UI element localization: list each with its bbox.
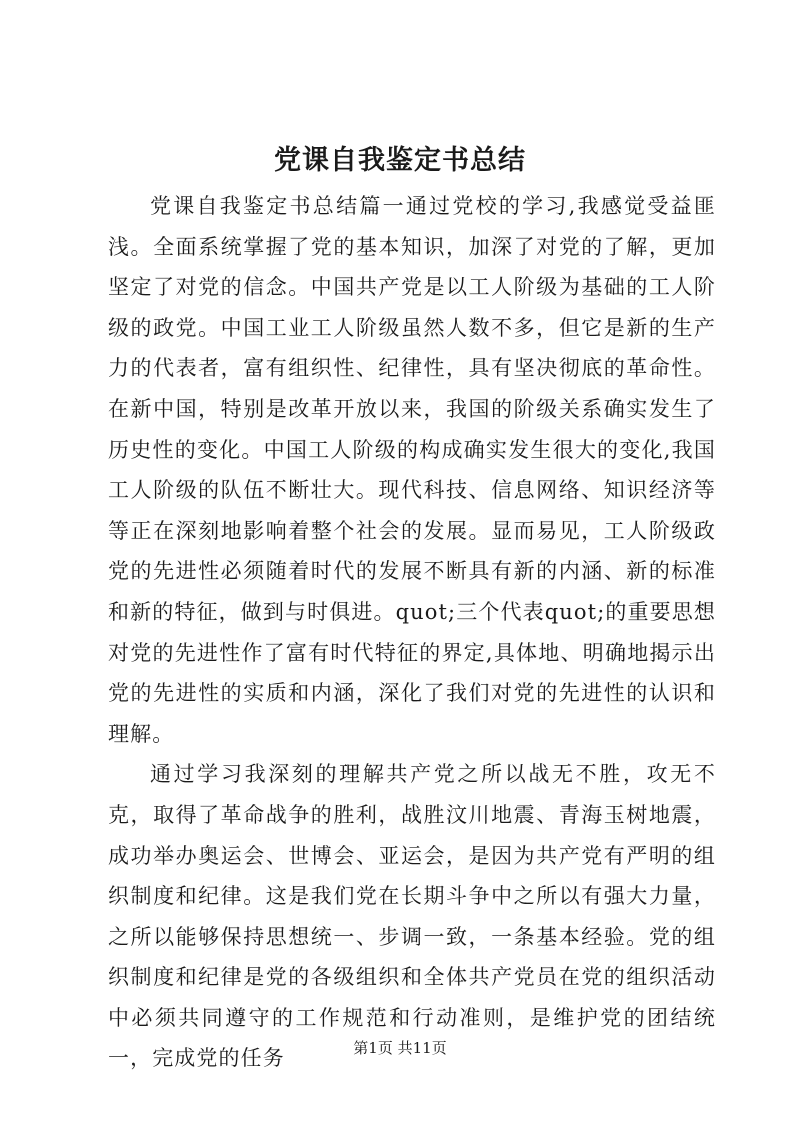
document-title: 党课自我鉴定书总结 xyxy=(274,145,526,176)
paragraph-2: 通过学习我深刻的理解共产党之所以战无不胜，攻无不克，取得了革命战争的胜利，战胜汶川地震、青海玉树地震，成功举办奥运会、世博会、亚运会，是因为共产党有严明的组织制度和纪律。这是我们党在长期斗争中之所以有强大力量，之所以能够保持思想统一、步调一致，一条基本经验。党的组织制度和纪律是党的各级组织和全体共产党员在党的组织活动中必须共同遵守的工作规范和行动准则，是维护党的团结统一，完成党的任务 xyxy=(108,762,716,1071)
page-number-footer: 第1页 共11页 xyxy=(353,1039,447,1057)
document-body xyxy=(108,186,716,1079)
paragraph-1: 党课自我鉴定书总结篇一通过党校的学习,我感觉受益匪浅。全面系统掌握了党的基本知识，加深了对党的了解，更加坚定了对党的信念。中国共产党是以工人阶级为基础的工人阶级的政党。中国工业工人阶级虽然人数不多，但它是新的生产力的代表者，富有组织性、纪律性，具有坚决彻底的革命性。在新中国，特别是改革开放以来，我国的阶级关系确实发生了历史性的变化。中国工人阶级的构成确实发生很大的变化,我国工人阶级的队伍不断壮大。现代科技、信息网络、知识经济等等正在深刻地影响着整个社会的发展。显而易见，工人阶级政党的先进性必须随着时代的发展不断具有新的内涵、新的标准和新的特征，做到与时俱进。quot;三个代表quot;的重要思想对党的先进性作了富有时代特征的界定,具体地、明确地揭示出党的先进性的实质和内涵，深化了我们对党的先进性的认识和理解。 xyxy=(108,194,716,746)
